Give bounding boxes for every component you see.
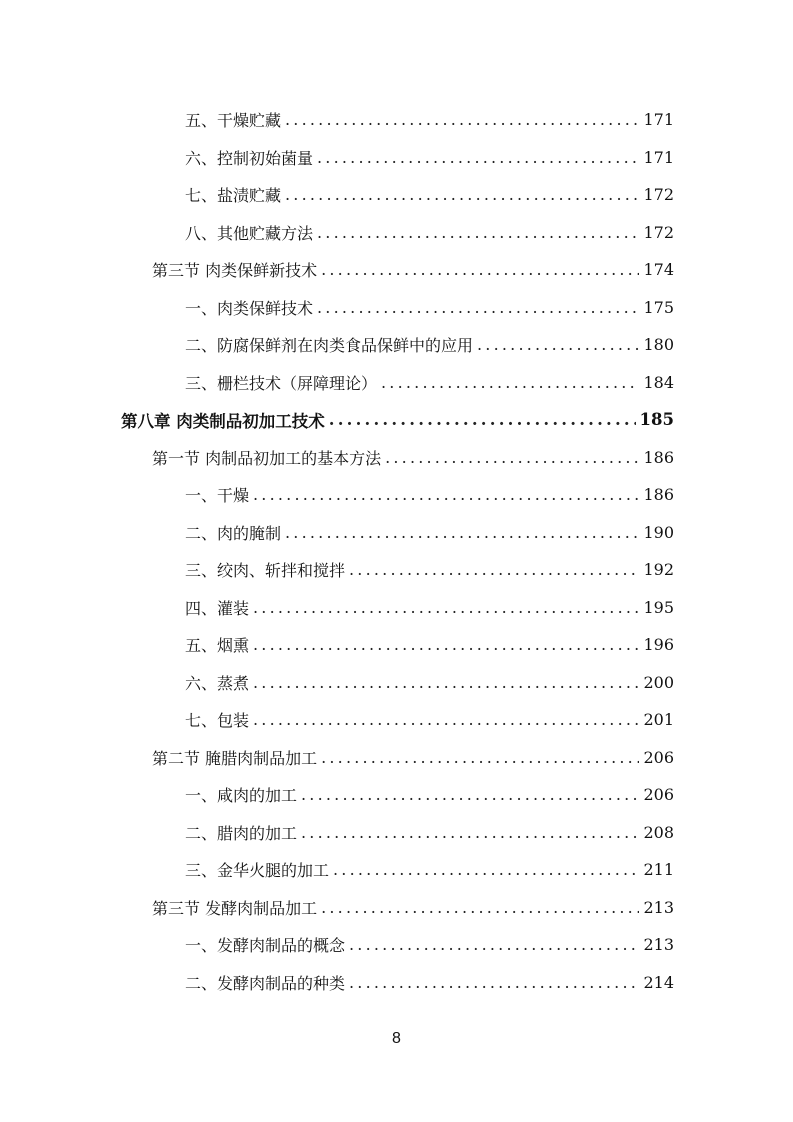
dot-leader bbox=[301, 823, 639, 842]
dot-leader bbox=[253, 673, 639, 692]
dot-leader bbox=[321, 748, 639, 767]
dot-leader bbox=[349, 973, 639, 992]
toc-entry-title: 第二节 腌腊肉制品加工 bbox=[152, 748, 318, 768]
toc-entry-title: 一、发酵肉制品的概念 bbox=[185, 936, 346, 955]
toc-entry[interactable] bbox=[185, 776, 674, 813]
dot-leader bbox=[477, 335, 639, 354]
toc-entry-title: 五、烟熏 bbox=[185, 636, 250, 655]
toc-entry[interactable] bbox=[185, 626, 674, 663]
toc-entry[interactable] bbox=[185, 176, 674, 213]
toc-entry-page: 200 bbox=[643, 672, 674, 692]
toc-entry-page: 174 bbox=[643, 260, 674, 279]
toc-entry-title: 六、控制初始菌量 bbox=[185, 148, 314, 168]
toc-entry-page: 172 bbox=[643, 222, 674, 242]
toc-entry-page: 190 bbox=[643, 522, 674, 542]
toc-entry[interactable] bbox=[185, 926, 674, 963]
toc-entry-page: 186 bbox=[643, 447, 674, 467]
toc-entry[interactable] bbox=[185, 814, 674, 851]
toc-entry[interactable] bbox=[185, 851, 674, 888]
toc-entry[interactable] bbox=[185, 589, 674, 626]
toc-entry[interactable] bbox=[185, 364, 674, 401]
dot-leader bbox=[349, 560, 639, 579]
dot-leader bbox=[285, 523, 639, 542]
toc-entry-title: 五、干燥贮藏 bbox=[185, 111, 282, 130]
dot-leader bbox=[381, 373, 639, 392]
toc-entry-page: 184 bbox=[643, 372, 674, 392]
toc-entry[interactable] bbox=[152, 439, 674, 476]
dot-leader bbox=[253, 598, 639, 617]
toc-entry[interactable] bbox=[185, 139, 674, 176]
toc-entry-page: 186 bbox=[643, 485, 674, 504]
toc-entry[interactable] bbox=[185, 664, 674, 701]
toc-entry-page: 192 bbox=[643, 560, 674, 579]
toc-entry-page: 213 bbox=[643, 897, 674, 917]
toc-entry-title: 第三节 肉类保鲜新技术 bbox=[152, 261, 318, 280]
dot-leader bbox=[321, 898, 639, 917]
toc-entry-page: 175 bbox=[643, 297, 674, 317]
toc-entry[interactable] bbox=[185, 289, 674, 326]
toc-entry-title: 二、防腐保鲜剂在肉类食品保鲜中的应用 bbox=[185, 336, 474, 355]
dot-leader bbox=[253, 710, 639, 729]
toc-entry-title: 三、金华火腿的加工 bbox=[185, 861, 330, 880]
toc-entry-title: 八、其他贮藏方法 bbox=[185, 223, 314, 243]
dot-leader bbox=[317, 298, 639, 317]
dot-leader bbox=[321, 260, 639, 279]
toc-entry-title: 第八章 肉类制品初加工技术 bbox=[121, 411, 325, 431]
toc-entry-page: 206 bbox=[643, 747, 674, 767]
toc-entry-title: 二、腊肉的加工 bbox=[185, 823, 298, 843]
toc-entry[interactable] bbox=[185, 514, 674, 551]
page-number: 8 bbox=[392, 1030, 401, 1047]
toc-entry-title: 七、包装 bbox=[185, 711, 250, 730]
dot-leader bbox=[301, 785, 639, 804]
dot-leader bbox=[329, 410, 636, 429]
toc-entry[interactable] bbox=[185, 701, 674, 738]
toc-entry-title: 二、肉的腌制 bbox=[185, 523, 282, 543]
dot-leader bbox=[317, 148, 639, 167]
toc-entry-title: 七、盐渍贮藏 bbox=[185, 186, 282, 205]
toc-entry-page: 185 bbox=[639, 410, 674, 429]
toc-entry-page: 208 bbox=[643, 822, 674, 842]
toc-entry-page: 211 bbox=[643, 860, 674, 879]
toc-entry[interactable] bbox=[185, 964, 674, 1001]
toc-entry[interactable] bbox=[185, 326, 674, 363]
dot-leader bbox=[253, 635, 639, 654]
toc-entry-title: 六、蒸煮 bbox=[185, 673, 250, 693]
toc-entry[interactable] bbox=[152, 739, 674, 776]
toc-entry-page: 195 bbox=[643, 597, 674, 617]
toc-entry-title: 二、发酵肉制品的种类 bbox=[185, 973, 346, 993]
toc-entry-page: 214 bbox=[643, 972, 674, 992]
toc-entry-page: 206 bbox=[643, 785, 674, 804]
toc-entry[interactable] bbox=[185, 551, 674, 588]
dot-leader bbox=[317, 223, 639, 242]
toc-entry-page: 172 bbox=[643, 185, 674, 204]
toc-chapter-entry[interactable] bbox=[121, 401, 674, 438]
toc-entry-title: 三、栅栏技术（屏障理论） bbox=[185, 373, 378, 393]
toc-entry-title: 一、肉类保鲜技术 bbox=[185, 298, 314, 318]
dot-leader bbox=[285, 110, 639, 129]
toc-entry[interactable] bbox=[152, 889, 674, 926]
dot-leader bbox=[285, 185, 639, 204]
toc-entry-page: 171 bbox=[643, 147, 674, 167]
dot-leader bbox=[385, 448, 639, 467]
toc-entry-title: 第一节 肉制品初加工的基本方法 bbox=[152, 448, 382, 468]
dot-leader bbox=[333, 860, 639, 879]
toc-entry-page: 201 bbox=[643, 710, 674, 729]
toc-entry-page: 171 bbox=[643, 110, 674, 129]
toc-entry-page: 196 bbox=[643, 635, 674, 654]
toc-entry-title: 一、咸肉的加工 bbox=[185, 786, 298, 805]
dot-leader bbox=[349, 935, 639, 954]
toc-entry-page: 180 bbox=[643, 335, 674, 354]
toc-entry-page: 213 bbox=[643, 935, 674, 954]
toc-entry[interactable] bbox=[185, 214, 674, 251]
toc-entry-title: 一、干燥 bbox=[185, 486, 250, 505]
toc-entry[interactable] bbox=[185, 476, 674, 513]
toc-entry-title: 第三节 发酵肉制品加工 bbox=[152, 898, 318, 918]
toc-entry[interactable] bbox=[185, 101, 674, 138]
toc-entry-title: 三、绞肉、斩拌和搅拌 bbox=[185, 561, 346, 580]
toc-entry[interactable] bbox=[152, 251, 674, 288]
toc-entry-title: 四、灌装 bbox=[185, 598, 250, 618]
dot-leader bbox=[253, 485, 639, 504]
